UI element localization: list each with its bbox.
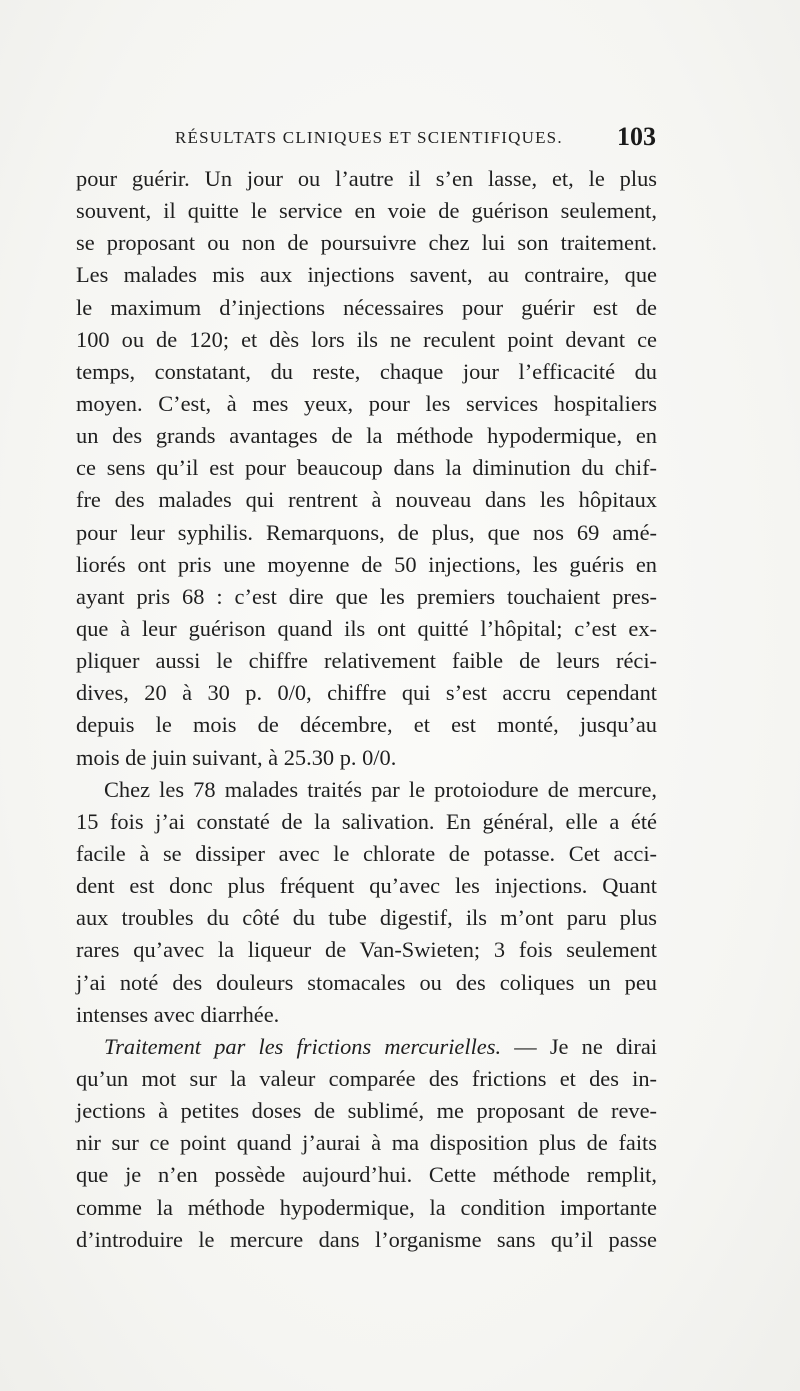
text-line: jections à petites doses de sublimé, me proposant de reve- xyxy=(76,1098,657,1124)
text-line: souvent, il quitte le service en voie de guérison seulement, xyxy=(76,198,657,224)
text-line: dives, 20 à 30 p. 0/0, chiffre qui s’est accru cependant xyxy=(76,680,657,706)
text-line: aux troubles du côté du tube digestif, ils m’ont paru plus xyxy=(76,905,657,931)
running-title: RÉSULTATS CLINIQUES ET SCIENTIFIQUES. xyxy=(175,128,563,147)
section-heading: Traitement par les frictions mercurielles. xyxy=(104,1033,502,1059)
text-line: liorés ont pris une moyenne de 50 injections, les guéris en xyxy=(76,551,657,577)
text-line: temps, constatant, du reste, chaque jour l’efficacité du xyxy=(76,358,657,384)
text-line: fre des malades qui rentrent à nouveau dans les hôpitaux xyxy=(76,487,657,513)
text-line: d’introduire le mercure dans l’organisme sans qu’il passe xyxy=(76,1226,657,1252)
paragraph-start-line: Chez les 78 malades traités par le protoiodure de mercure, xyxy=(104,776,657,802)
text-line: pour leur syphilis. Remarquons, de plus, que nos 69 amé- xyxy=(76,519,657,545)
section-heading-continuation: — Je ne dirai xyxy=(514,1033,657,1059)
page-number: 103 xyxy=(617,122,656,151)
text-line: que je n’en possède aujourd’hui. Cette méthode remplit, xyxy=(76,1162,657,1188)
text-line: 100 ou de 120; et dès lors ils ne reculent point devant ce xyxy=(76,326,657,352)
body-text xyxy=(76,163,657,1256)
text-line: un des grands avantages de la méthode hypodermique, en xyxy=(76,423,657,449)
text-line: que à leur guérison quand ils ont quitté l’hôpital; c’est ex- xyxy=(76,615,657,641)
text-line: le maximum d’injections nécessaires pour guérir est de xyxy=(76,294,657,320)
text-line: nir sur ce point quand j’aurai à ma disposition plus de faits xyxy=(76,1130,657,1156)
text-line: mois de juin suivant, à 25.30 p. 0/0. xyxy=(76,744,397,770)
text-line: rares qu’avec la liqueur de Van-Swieten; 3 fois seulement xyxy=(76,937,657,963)
text-line: ayant pris 68 : c’est dire que les premiers touchaient pres- xyxy=(76,583,657,609)
text-line: se proposant ou non de poursuivre chez lui son traitement. xyxy=(76,230,657,256)
text-line: j’ai noté des douleurs stomacales ou des coliques un peu xyxy=(76,969,657,995)
text-line: intenses avec diarrhée. xyxy=(76,1001,280,1027)
text-line: ce sens qu’il est pour beaucoup dans la diminution du chif- xyxy=(76,455,657,481)
text-line: pour guérir. Un jour ou l’autre il s’en lasse, et, le plus xyxy=(76,166,657,191)
text-line: facile à se dissiper avec le chlorate de potasse. Cet acci- xyxy=(76,840,657,866)
text-line: qu’un mot sur la valeur comparée des frictions et des in- xyxy=(76,1065,657,1091)
text-line: Les malades mis aux injections savent, au contraire, que xyxy=(76,262,657,288)
text-line: 15 fois j’ai constaté de la salivation. En général, elle a été xyxy=(76,808,657,834)
text-line: depuis le mois de décembre, et est monté, jusqu’au xyxy=(76,712,657,738)
text-line: comme la méthode hypodermique, la condition importante xyxy=(76,1194,657,1220)
text-line: moyen. C’est, à mes yeux, pour les services hospitaliers xyxy=(76,390,657,416)
text-line: dent est donc plus fréquent qu’avec les injections. Quant xyxy=(76,873,657,899)
text-line: pliquer aussi le chiffre relativement faible de leurs réci- xyxy=(76,648,657,674)
page-header xyxy=(76,122,656,156)
section-heading-line xyxy=(76,1031,657,1063)
